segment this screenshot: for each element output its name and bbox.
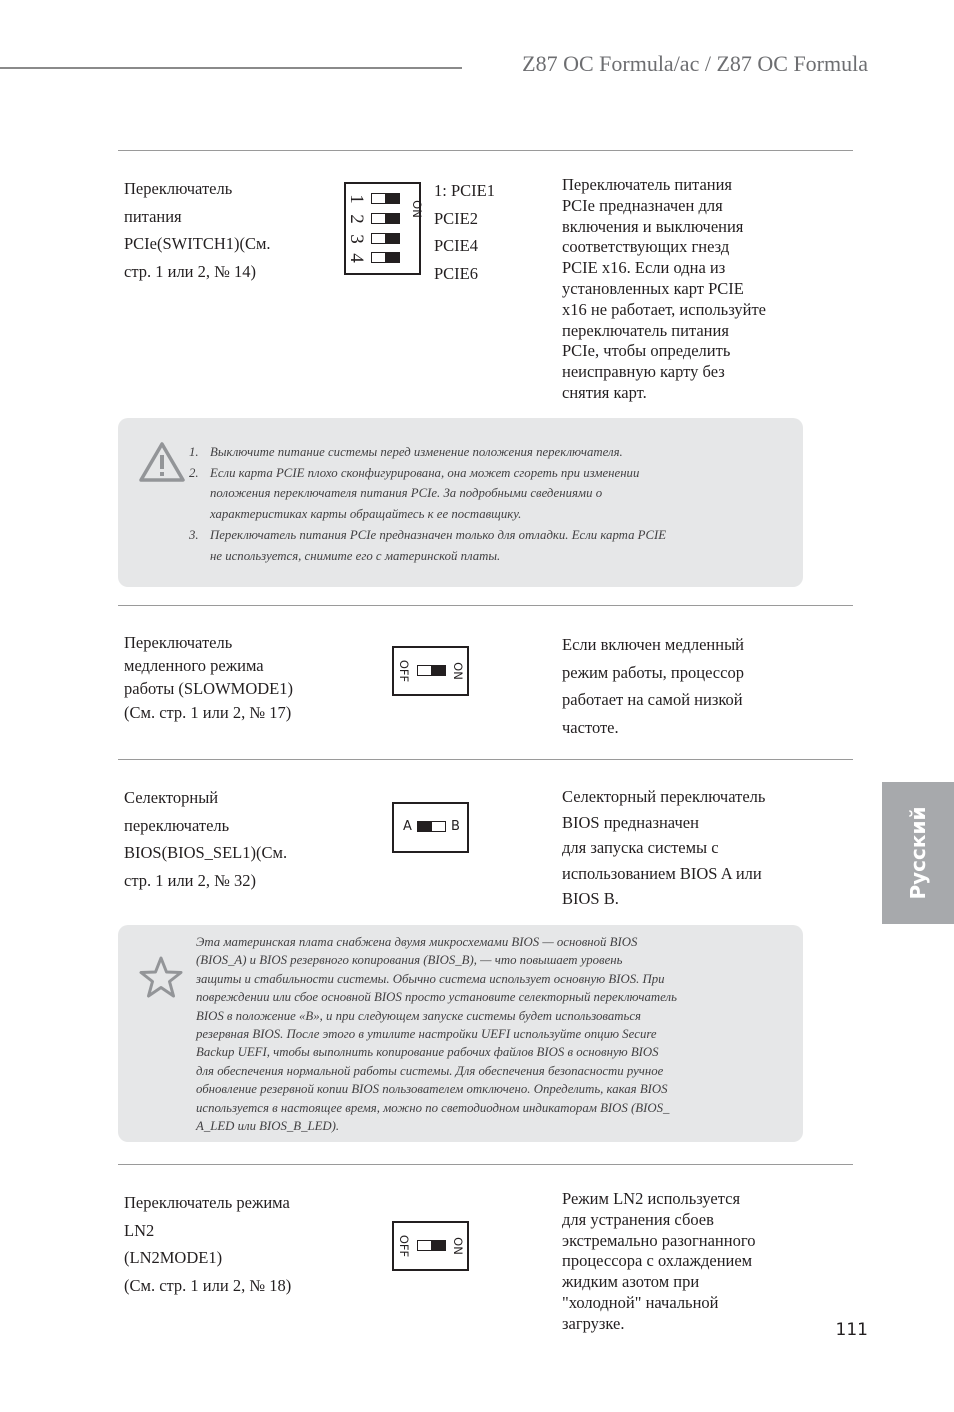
ln2-switch-diagram xyxy=(392,1221,469,1271)
switch-off-label: OFF xyxy=(397,1234,411,1258)
switch-slot xyxy=(417,821,446,832)
warning-note-box xyxy=(118,418,803,587)
switch-on-label: ON xyxy=(410,200,424,218)
text-line: стр. 1 или 2, № 14) xyxy=(124,262,256,282)
language-tab-label: Русский xyxy=(906,806,930,900)
pcie-switch-title xyxy=(124,175,334,286)
text-line: Селекторный xyxy=(124,788,219,807)
switch-on-label: ON xyxy=(451,662,465,680)
text-line: (LN2MODE1) xyxy=(124,1248,223,1268)
bios-selector-description xyxy=(562,784,802,912)
switch-slot xyxy=(417,1240,446,1251)
text-line: работы (SLOWMODE1) xyxy=(124,679,293,699)
text-line: PCIE x16. Если одна из xyxy=(562,258,726,278)
text-line: обновление резервной копии BIOS пользователем отключено. Определить, какая BIOS xyxy=(196,1082,668,1097)
warning-triangle-icon xyxy=(138,440,186,484)
text-line: переключатель питания xyxy=(562,320,729,340)
text-line: для устранения сбоев xyxy=(562,1209,714,1229)
switch-a-label: A xyxy=(403,819,412,834)
text-line: жидким азотом при xyxy=(562,1272,700,1292)
warning-item: 2. Если карта PCIE плохо сконфигурирована, она может сгореть при изменении положения переключателя питания PCIe. За подробными сведениями о характеристиках карты обращайтесь к ее поставщику. xyxy=(189,465,640,522)
text-line: Режим LN2 используется xyxy=(562,1189,741,1208)
star-icon xyxy=(138,955,184,999)
text-line: (BIOS_A) и BIOS резервного копирования (BIOS_B), — что повышает уровень xyxy=(196,953,623,968)
text-line: BIOS(BIOS_SEL1)(См. xyxy=(124,843,288,863)
port-label: 1: PCIE1 xyxy=(434,181,495,200)
text-line: для обеспечения нормальной работы системы. Для обеспечения безопасности ручное xyxy=(196,1063,664,1078)
section-divider xyxy=(118,605,853,606)
text-line: "холодной" начальной xyxy=(562,1292,719,1312)
text-line: резервная BIOS. После этого в утилите настройки UEFI используйте опцию Secure xyxy=(196,1027,657,1042)
text-line: снятия карт. xyxy=(562,382,647,402)
dip-switch-slot xyxy=(371,213,400,224)
switch-b-label: B xyxy=(451,819,460,834)
port-label: PCIE6 xyxy=(434,264,479,284)
slowmode-switch-diagram xyxy=(392,646,469,696)
text-line: питания xyxy=(124,206,182,226)
port-label: PCIE2 xyxy=(434,208,479,228)
text-line: для запуска системы с xyxy=(562,838,719,857)
slowmode-description xyxy=(562,631,802,741)
text-line: Переключатель xyxy=(124,633,233,652)
text-line: (См. стр. 1 или 2, № 17) xyxy=(124,702,292,722)
text-line: x16 не работает, используйте xyxy=(562,299,766,319)
ln2-description xyxy=(562,1189,802,1335)
text-line: экстремально разогнанного xyxy=(562,1230,756,1250)
text-line: включения и выключения xyxy=(562,216,744,236)
text-line: переключатель xyxy=(124,815,230,835)
text-line: защиты и стабильности системы. Обычно система использует основную BIOS. При xyxy=(196,971,665,986)
text-line: LN2 xyxy=(124,1220,155,1240)
text-line: неисправную карту без xyxy=(562,362,725,382)
text-line: (См. стр. 1 или 2, № 18) xyxy=(124,1276,292,1296)
pcie-port-labels xyxy=(434,177,495,288)
language-side-tab xyxy=(882,782,954,924)
bios-info-note-box xyxy=(118,925,803,1142)
text-line: Переключатель режима xyxy=(124,1193,290,1212)
section-divider xyxy=(118,759,853,760)
text-line: загрузке. xyxy=(562,1313,625,1333)
port-label: PCIE4 xyxy=(434,236,479,256)
page-number: 111 xyxy=(835,1320,868,1340)
page-header-title: Z87 OC Formula/ac / Z87 OC Formula xyxy=(522,51,868,76)
text-line: медленного режима xyxy=(124,656,264,676)
bios-info-note-text xyxy=(196,933,677,1135)
switch-on-label: ON xyxy=(451,1237,465,1255)
text-line: Backup UEFI, чтобы выполнить копирование рабочих файлов BIOS в основную BIOS xyxy=(196,1045,659,1060)
text-line: стр. 1 или 2, № 32) xyxy=(124,871,256,891)
text-line: PCIe(SWITCH1)(См. xyxy=(124,234,271,254)
slowmode-switch-title xyxy=(124,631,334,724)
text-line: соответствующих гнезд xyxy=(562,237,730,257)
text-line: PCIe предназначен для xyxy=(562,195,723,215)
switch-slot xyxy=(417,665,446,676)
pcie-dip-switch-diagram xyxy=(344,182,424,275)
switch-number-labels: 1 2 3 4 xyxy=(346,194,367,263)
text-line: режим работы, процессор xyxy=(562,662,744,682)
warning-item: 3. Переключатель питания PCIe предназначен только для отладки. Если карта PCIE не используется, снимите его с материнской платы. xyxy=(189,527,667,563)
switch-off-label: OFF xyxy=(397,659,411,683)
text-line: частоте. xyxy=(562,717,619,737)
text-line: A_LED или BIOS_B_LED). xyxy=(196,1119,340,1134)
pcie-switch-description xyxy=(562,175,802,404)
text-line: PCIe, чтобы определить xyxy=(562,341,731,361)
warning-list xyxy=(189,442,666,566)
text-line: установленных карт PCIE xyxy=(562,278,744,298)
text-line: BIOS B. xyxy=(562,889,619,908)
text-line: Если включен медленный xyxy=(562,635,744,654)
text-line: использованием BIOS A или xyxy=(562,863,762,883)
text-line: используется в настоящее время, можно по светодиодном индикаторам BIOS (BIOS_ xyxy=(196,1100,670,1115)
text-line: Эта материнская плата снабжена двумя микросхемами BIOS — основной BIOS xyxy=(196,935,638,949)
text-line: Переключатель xyxy=(124,179,233,198)
bios-selector-title xyxy=(124,784,334,895)
text-line: BIOS предназначен xyxy=(562,812,699,832)
text-line: работает на самой низкой xyxy=(562,690,743,709)
dip-switch-slot xyxy=(371,193,400,204)
section-divider xyxy=(118,150,853,151)
section-divider xyxy=(118,1164,853,1165)
text-line: Селекторный переключатель xyxy=(562,787,766,806)
bios-selector-switch-diagram xyxy=(392,802,469,853)
text-line: Переключатель питания xyxy=(562,175,733,194)
warning-item: 1. Выключите питание системы перед изменение положения переключателя. xyxy=(189,445,623,459)
header-rule xyxy=(0,67,462,69)
text-line: повреждении или сбое основной BIOS просто установите селекторный переключатель xyxy=(196,990,677,1005)
ln2-switch-title xyxy=(124,1189,334,1300)
text-line: BIOS в положение «B», и при следующем запуске системы будет использоваться xyxy=(196,1008,641,1023)
text-line: процессора с охлаждением xyxy=(562,1251,753,1271)
dip-switch-slot xyxy=(371,233,400,244)
dip-switch-slot xyxy=(371,252,400,263)
